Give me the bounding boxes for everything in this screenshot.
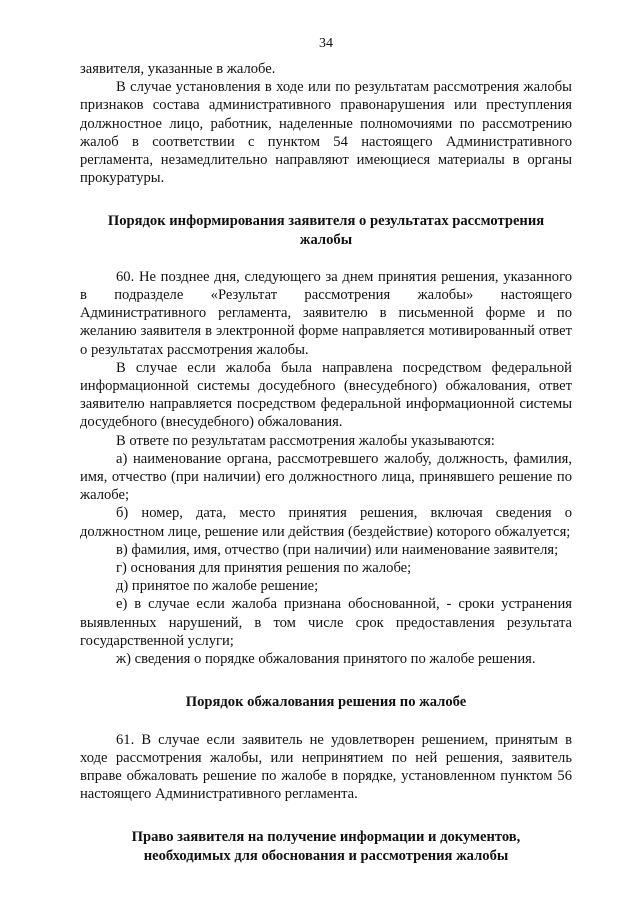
list-item: а) наименование органа, рассмотревшего жалобу, должность, фамилия, имя, отчество (при наличии) его должностного лица, принявшего решение по жалобе; xyxy=(80,450,572,504)
list-item: б) номер, дата, место принятия решения, включая сведения о должностном лице, решение или действия (бездействие) которого обжалуется; xyxy=(80,505,572,540)
paragraph: В случае если жалоба была направлена посредством федеральной информационной системы досудебного (внесудебного) обжалования, ответ заявителю направляется посредством федеральной информационной системы досудебного (внесудебного) обжалования. xyxy=(80,359,572,431)
paragraph: заявителя, указанные в жалобе. xyxy=(80,61,276,77)
list-item: г) основания для принятия решения по жалобе; xyxy=(116,560,412,577)
list-item: е) в случае если жалоба признана обоснованной, - сроки устранения выявленных нарушений, в том числе срок предоставления результата государственной услуги; xyxy=(80,596,572,649)
section-heading-appeal: Порядок обжалования решения по жалобе xyxy=(185,694,467,711)
list-item: д) принятое по жалобе решение; xyxy=(116,578,319,595)
document-body xyxy=(80,60,572,865)
list-item: ж) сведения о порядке обжалования принятого по жалобе решения. xyxy=(116,651,536,668)
page-number: 34 xyxy=(319,36,333,51)
paragraph: В случае установления в ходе или по результатам рассмотрения жалобы признаков состава административного правонарушения или преступления должностное лицо, работник, наделенные полномочиями по рассмотрению жалоб в соответствии с пунктом 54 настоящего Административного регламента, незамедлительно направляют имеющиеся материалы в органы прокуратуры. xyxy=(80,79,572,187)
section-heading-inform: Порядок информирования заявителя о результатах рассмотрения жалобы xyxy=(107,213,545,248)
section-heading-rights: Право заявителя на получение информации и документов, необходимых для обоснования и рассмотрения жалобы xyxy=(131,829,521,864)
paragraph: 61. В случае если заявитель не удовлетворен решением, принятым в ходе рассмотрения жалобы, или непринятием по ней решения, заявитель вправе обжаловать решение по жалобе в порядке, установленном пунктом 56 настоящего Административного регламента. xyxy=(80,731,572,803)
paragraph: 60. Не позднее дня, следующего за днем принятия решения, указанного в подразделе «Результат рассмотрения жалобы» настоящего Административного регламента, заявителю в письменной форме и по желанию заявителя в электронной форме направляется мотивированный ответ о результатах рассмотрения жалобы. xyxy=(80,268,572,358)
list-item: в) фамилия, имя, отчество (при наличии) или наименование заявителя; xyxy=(116,541,559,558)
document-page xyxy=(80,0,572,905)
paragraph: В ответе по результатам рассмотрения жалобы указываются: xyxy=(116,432,495,449)
